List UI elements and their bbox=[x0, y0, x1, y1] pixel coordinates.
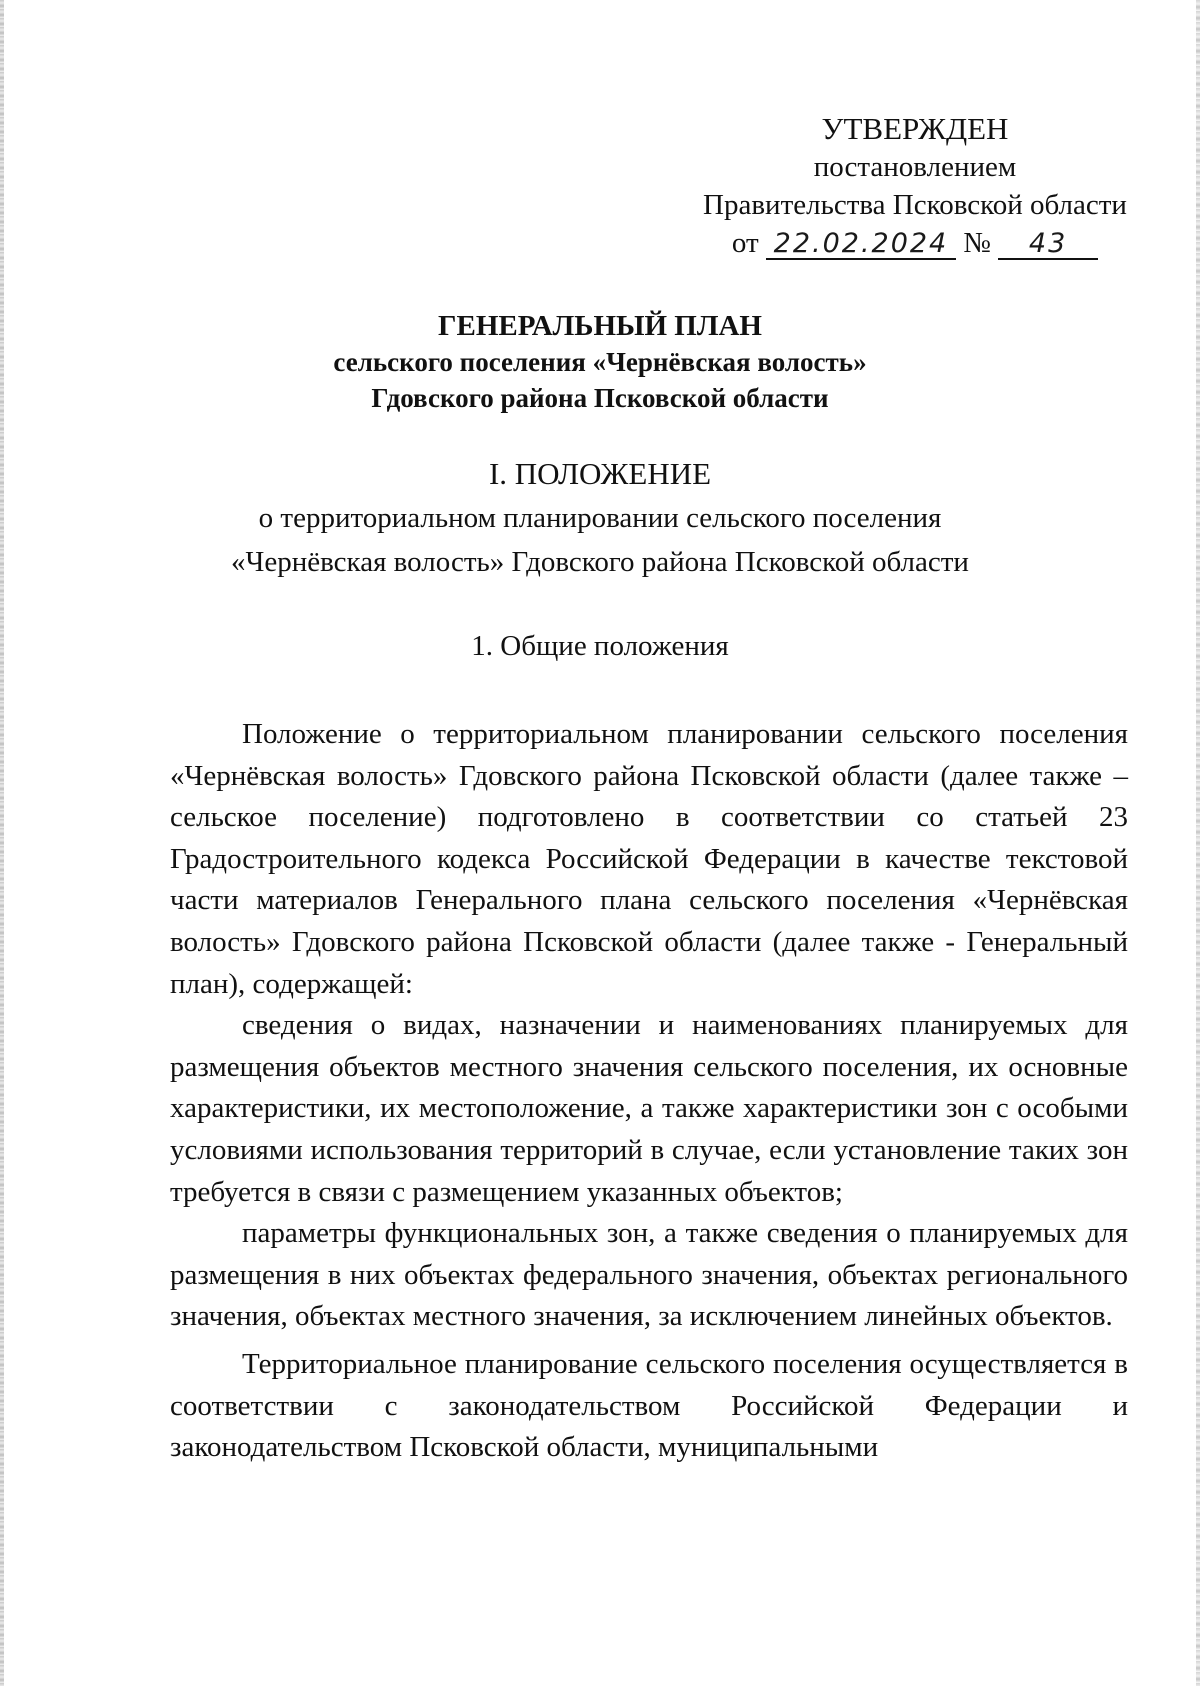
approval-stamp-block bbox=[690, 110, 1140, 262]
section-subtitle-line-1: о территориальном планировании сельского поселения bbox=[258, 502, 942, 534]
section-heading-block bbox=[0, 452, 1200, 584]
document-title bbox=[0, 308, 1200, 416]
approval-line-decree: постановлением bbox=[813, 151, 1017, 183]
approval-heading: УТВЕРЖДЕН bbox=[821, 111, 1009, 146]
scan-edge-left bbox=[0, 0, 4, 1686]
handwritten-date: 22.02.2024 bbox=[773, 228, 949, 259]
date-field bbox=[766, 228, 956, 260]
paragraph: сведения о видах, назначении и наименованиях планируемых для размещения объектов местного значения сельского поселения, их основные характеристики, их местоположение, а также характеристики зон с особыми условиями использования территорий в случае, если установление таких зон требуется в связи с размещением указанных объектов; bbox=[170, 1009, 1128, 1208]
title-main: ГЕНЕРАЛЬНЫЙ ПЛАН bbox=[438, 310, 762, 342]
approval-date-number-row bbox=[690, 224, 1140, 262]
body-text bbox=[170, 714, 1128, 1469]
chapter-heading: 1. Общие положения bbox=[471, 630, 729, 662]
section-subtitle-line-2: «Чернёвская волость» Гдовского района Псковской области bbox=[231, 546, 969, 578]
number-prefix: № bbox=[963, 227, 991, 259]
handwritten-number: 43 bbox=[1028, 228, 1068, 259]
paragraph: параметры функциональных зон, а также сведения о планируемых для размещения в них объектах федерального значения, объектах регионального значения, объектах местного значения, за исключением линейных объектов. bbox=[170, 1217, 1128, 1333]
paragraph: Положение о территориальном планировании сельского поселения «Чернёвская волость» Гдовского района Псковской области (далее также – сельское поселение) подготовлено в соответствии со статьей 23 Градостроительного кодекса Российской Федерации в качестве текстовой части материалов Генерального плана сельского поселения «Чернёвская волость» Гдовского района Псковской области (далее также - Генеральный план), содержащей: bbox=[170, 718, 1128, 1000]
date-prefix: от bbox=[731, 227, 759, 259]
title-district: Гдовского района Псковской области bbox=[371, 383, 829, 413]
section-heading: I. ПОЛОЖЕНИЕ bbox=[488, 456, 712, 491]
scan-edge-right bbox=[1196, 0, 1200, 1686]
title-settlement: сельского поселения «Чернёвская волость» bbox=[333, 347, 867, 377]
approval-line-government: Правительства Псковской области bbox=[703, 189, 1127, 221]
paragraph: Территориальное планирование сельского поселения осуществляется в соответствии с законодательством Российской Федерации и законодательством Псковской области, муниципальными bbox=[170, 1347, 1128, 1464]
number-field bbox=[998, 228, 1098, 260]
